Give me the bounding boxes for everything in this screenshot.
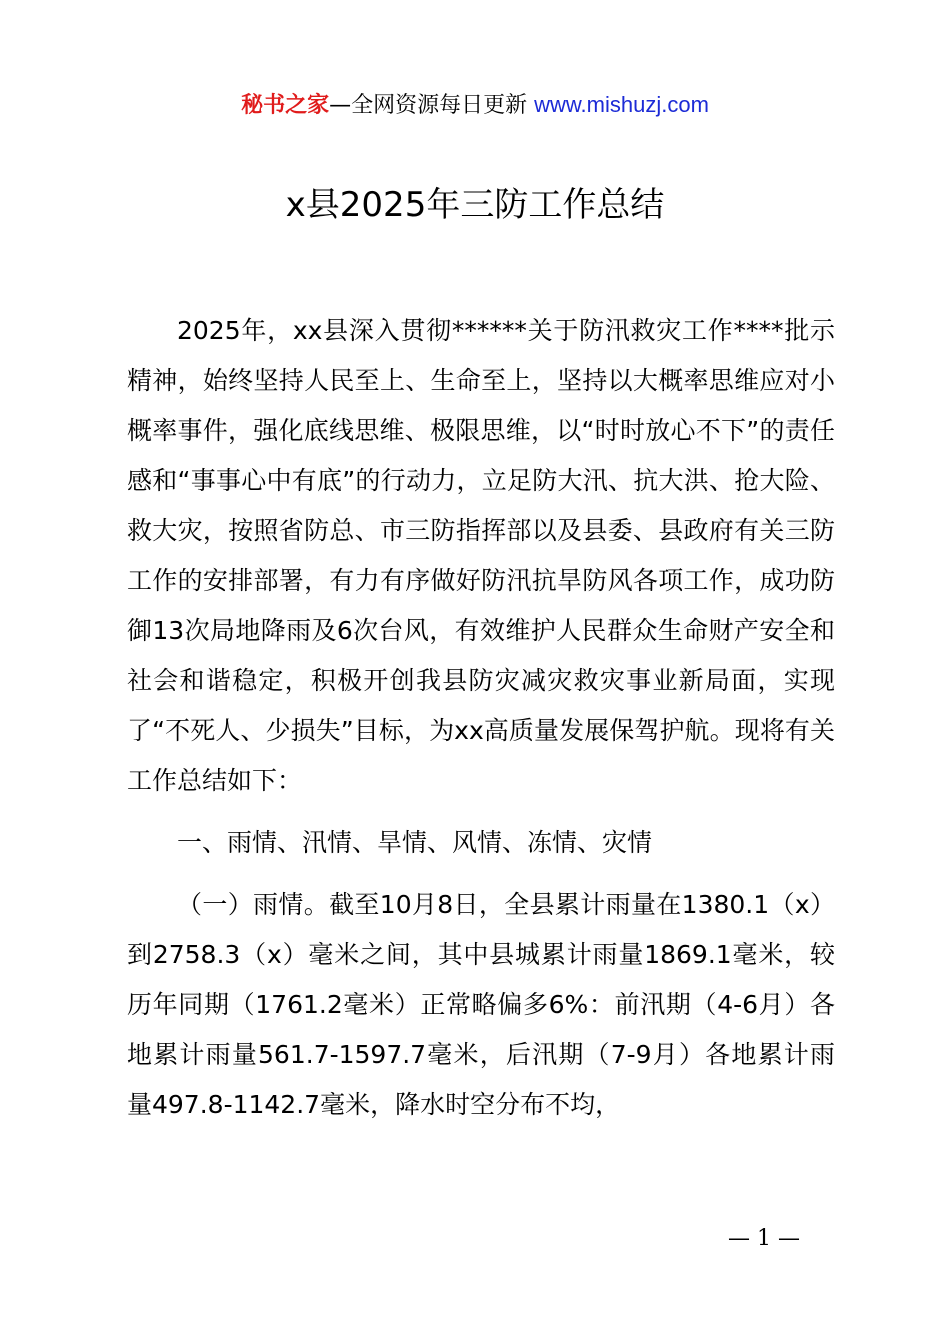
intro-paragraph: 2025年，xx县深入贯彻******关于防汛救灾工作****批示精神，始终坚持人民至上、生命至上，坚持以大概率思维应对小概率事件，强化底线思维、极限思维，以“时时放心不下”的责任感和“事事心中有底”的行动力，立足防大汛、抗大洪、抢大险、救大灾，按照省防总、市三防指挥部以及县委、县政府有关三防工作的安排部署，有力有序做好防汛抗旱防风各项工作，成功防御13次局地降雨及6次台风，有效维护人民群众生命财产安全和社会和谐稳定，积极开创我县防灾减灾救灾事业新局面，实现了“不死人、少损失”目标，为xx高质量发展保驾护航。现将有关工作总结如下：	[127, 316, 835, 795]
site-header	[0, 88, 950, 123]
site-slogan: —全网资源每日更新	[329, 93, 535, 118]
site-url[interactable]: www.mishuzj.com	[534, 92, 709, 117]
page-number: — 1 —	[728, 1226, 800, 1251]
document-body	[127, 306, 835, 1130]
rain-paragraph: （一）雨情。截至10月8日，全县累计雨量在1380.1（x）到2758.3（x）毫米之间，其中县城累计雨量1869.1毫米，较历年同期（1761.2毫米）正常略偏多6%：前汛期（4-6月）各地累计雨量561.7-1597.7毫米，后汛期（7-9月）各地累计雨量497.8-1142.7毫米，降水时空分布不均，	[127, 890, 835, 1119]
section-heading: 一、雨情、汛情、旱情、风情、冻情、灾情	[177, 828, 653, 857]
site-brand: 秘书之家	[241, 93, 330, 118]
document-title: x县2025年三防工作总结	[285, 185, 665, 225]
